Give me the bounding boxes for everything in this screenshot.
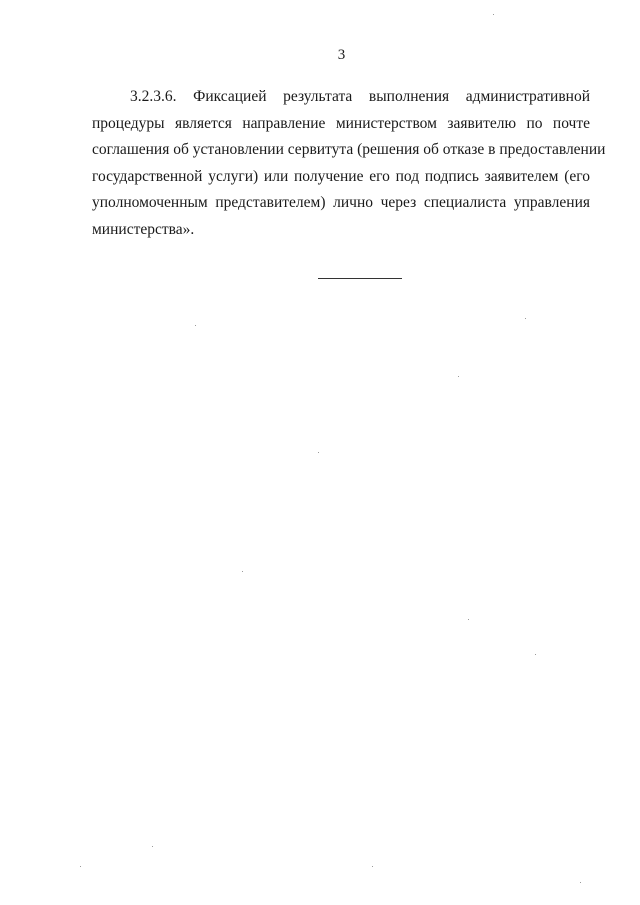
paragraph-3-2-3-6	[92, 84, 606, 243]
end-separator-line	[318, 278, 402, 279]
scan-speck	[80, 866, 81, 867]
paragraph-line: государственной услуги) или получение его под подпись заявителем (его	[92, 167, 590, 185]
paragraph-line: министерства».	[92, 220, 195, 238]
scan-speck	[580, 882, 581, 883]
scan-speck	[242, 571, 243, 572]
scan-speck	[535, 654, 536, 655]
paragraph-line: 3.2.3.6. Фиксацией результата выполнения административной	[130, 88, 590, 105]
scan-speck	[525, 318, 526, 319]
scan-speck	[195, 325, 196, 326]
scan-speck	[458, 376, 459, 377]
paragraph-line: процедуры является направление министерством заявителю по почте	[92, 114, 590, 132]
paragraph-line: соглашения об установлении сервитута (решения об отказе в предоставлении	[92, 141, 606, 158]
page-number: 3	[337, 47, 346, 63]
scan-speck	[318, 452, 319, 453]
paragraph-line: уполномоченным представителем) лично через специалиста управления	[92, 194, 590, 211]
scan-speck	[372, 866, 373, 867]
scan-speck	[493, 14, 494, 15]
scan-speck	[152, 846, 153, 847]
scan-speck	[468, 619, 469, 620]
